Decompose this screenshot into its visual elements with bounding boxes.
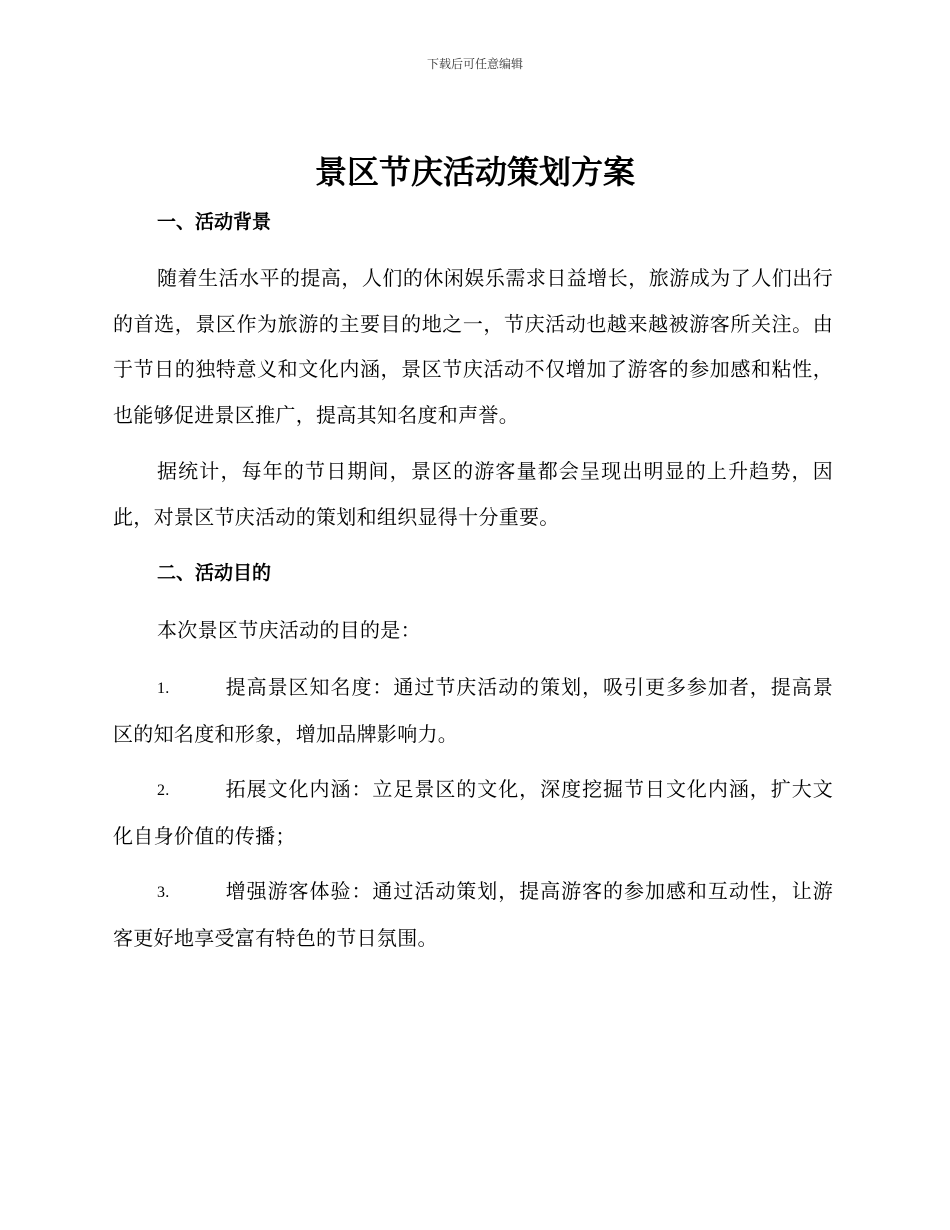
background-paragraph-2: 据统计，每年的节日期间，景区的游客量都会呈现出明显的上升趋势，因此，对景区节庆活动的策划和组织显得十分重要。 — [113, 459, 833, 529]
header-note: 下载后可任意编辑 — [426, 57, 523, 71]
list-item-text: 增强游客体验：通过活动策划，提高游客的参加感和互动性，让游客更好地享受富有特色的节日氛围。 — [113, 879, 833, 950]
purpose-list-item — [113, 767, 833, 859]
purpose-list-item — [113, 665, 833, 757]
list-item-text: 拓展文化内涵：立足景区的文化，深度挖掘节日文化内涵，扩大文化自身价值的传播； — [113, 777, 833, 848]
document-title: 景区节庆活动策划方案 — [314, 153, 635, 191]
purpose-list-item — [113, 869, 833, 961]
list-item-number: 1. — [157, 680, 170, 697]
background-paragraph-1: 随着生活水平的提高，人们的休闲娱乐需求日益增长，旅游成为了人们出行的首选，景区作为旅游的主要目的地之一，节庆活动也越来越被游客所关注。由于节日的独特意义和文化内涵，景区节庆活动不仅增加了游客的参加感和粘性，也能够促进景区推广，提高其知名度和声誉。 — [113, 266, 833, 427]
list-item-number: 3. — [157, 884, 170, 901]
section-heading-background: 一、活动背景 — [157, 211, 272, 233]
purpose-intro: 本次景区节庆活动的目的是： — [157, 618, 421, 642]
section-heading-purpose: 二、活动目的 — [157, 562, 272, 584]
list-item-text: 提高景区知名度：通过节庆活动的策划，吸引更多参加者，提高景区的知名度和形象，增加品牌影响力。 — [113, 675, 833, 746]
list-item-number: 2. — [157, 782, 170, 799]
